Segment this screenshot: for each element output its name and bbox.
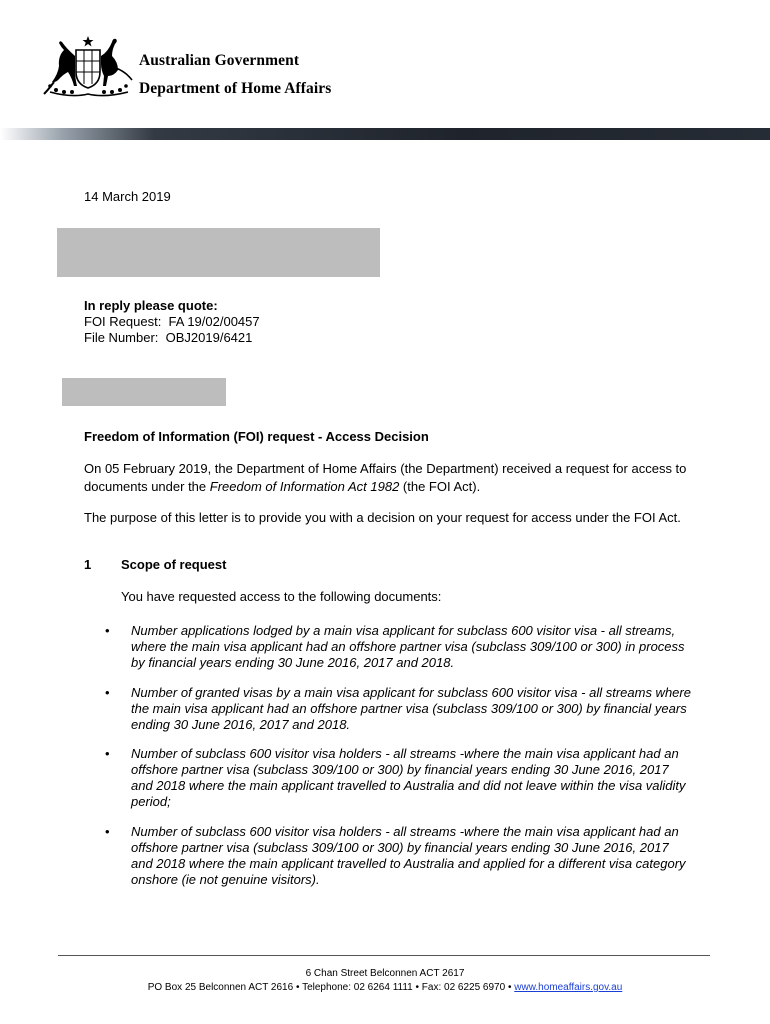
intro-text-before: On 05 February 2019, the Department of Home Affairs (the Department) received a request for access to documents under the	[84, 461, 687, 494]
letter-subject: Freedom of Information (FOI) request - Access Decision	[84, 429, 429, 444]
footer-street-address: 6 Chan Street Belconnen ACT 2617	[305, 968, 465, 979]
section-intro: You have requested access to the following documents:	[121, 589, 442, 604]
intro-text-after: (the FOI Act).	[399, 479, 481, 494]
section-title: Scope of request	[121, 557, 227, 572]
coat-of-arms-logo	[42, 34, 134, 100]
footer-website-link[interactable]: www.homeaffairs.gov.au	[514, 982, 623, 993]
footer-contact-line	[0, 982, 770, 993]
footer-telephone: Telephone: 02 6264 1111	[302, 982, 413, 993]
footer-po-box: PO Box 25 Belconnen ACT 2616	[147, 982, 294, 993]
scope-bullet-2: Number of granted visas by a main visa applicant for subclass 600 visitor visa - all streams where the main visa applicant had an offshore partner visa (subclass 309/100 or 300) by financial years ending 30 June 2016, 2017 and 2018.	[131, 685, 691, 732]
scope-bullet-3: Number of subclass 600 visitor visa holders - all streams -where the main visa applicant had an offshore partner visa (subclass 309/100 or 300) by financial years ending 30 June 2016, 2017 and 2018 where the main applicant travelled to Australia and did not leave within the visa validity period;	[131, 746, 686, 809]
bullet-marker: •	[105, 746, 110, 761]
section-number: 1	[84, 557, 92, 572]
footer-separator: •	[293, 982, 303, 993]
reply-quote-block	[84, 298, 260, 346]
act-title: Freedom of Information Act 1982	[209, 479, 400, 494]
foi-request-number: FOI Request: FA 19/02/00457	[84, 314, 260, 329]
purpose-paragraph: The purpose of this letter is to provide you with a decision on your request for access under the FOI Act.	[84, 510, 681, 525]
government-name: Australian Government	[139, 52, 300, 69]
scope-bullet-4: Number of subclass 600 visitor visa holders - all streams -where the main visa applicant had an offshore partner visa (subclass 309/100 or 300) by financial years ending 30 June 2016, 2017 and 2018 where the main applicant travelled to Australia and applied for a different visa category onshore (ie not genuine visitors).	[131, 824, 686, 887]
intro-paragraph	[84, 460, 694, 496]
bullet-marker: •	[105, 623, 110, 638]
department-name: Department of Home Affairs	[139, 80, 332, 97]
letter-date: 14 March 2019	[84, 189, 171, 204]
redacted-address-block	[57, 228, 380, 277]
footer-fax: Fax: 02 6225 6970	[421, 982, 506, 993]
footer-separator: •	[412, 982, 422, 993]
reply-quote-heading: In reply please quote:	[84, 298, 218, 313]
scope-bullet-1: Number applications lodged by a main visa applicant for subclass 600 visitor visa - all streams, where the main visa applicant had an offshore partner visa (subclass 309/100 or 300) in process by financial years ending 30 June 2016, 2017 and 2018.	[131, 623, 685, 670]
footer-divider	[58, 955, 710, 956]
bullet-marker: •	[105, 685, 110, 700]
file-number: File Number: OBJ2019/6421	[84, 330, 253, 345]
letterhead-banner	[0, 128, 770, 140]
footer-separator: •	[505, 982, 515, 993]
bullet-marker: •	[105, 824, 110, 839]
redacted-salutation	[62, 378, 226, 406]
